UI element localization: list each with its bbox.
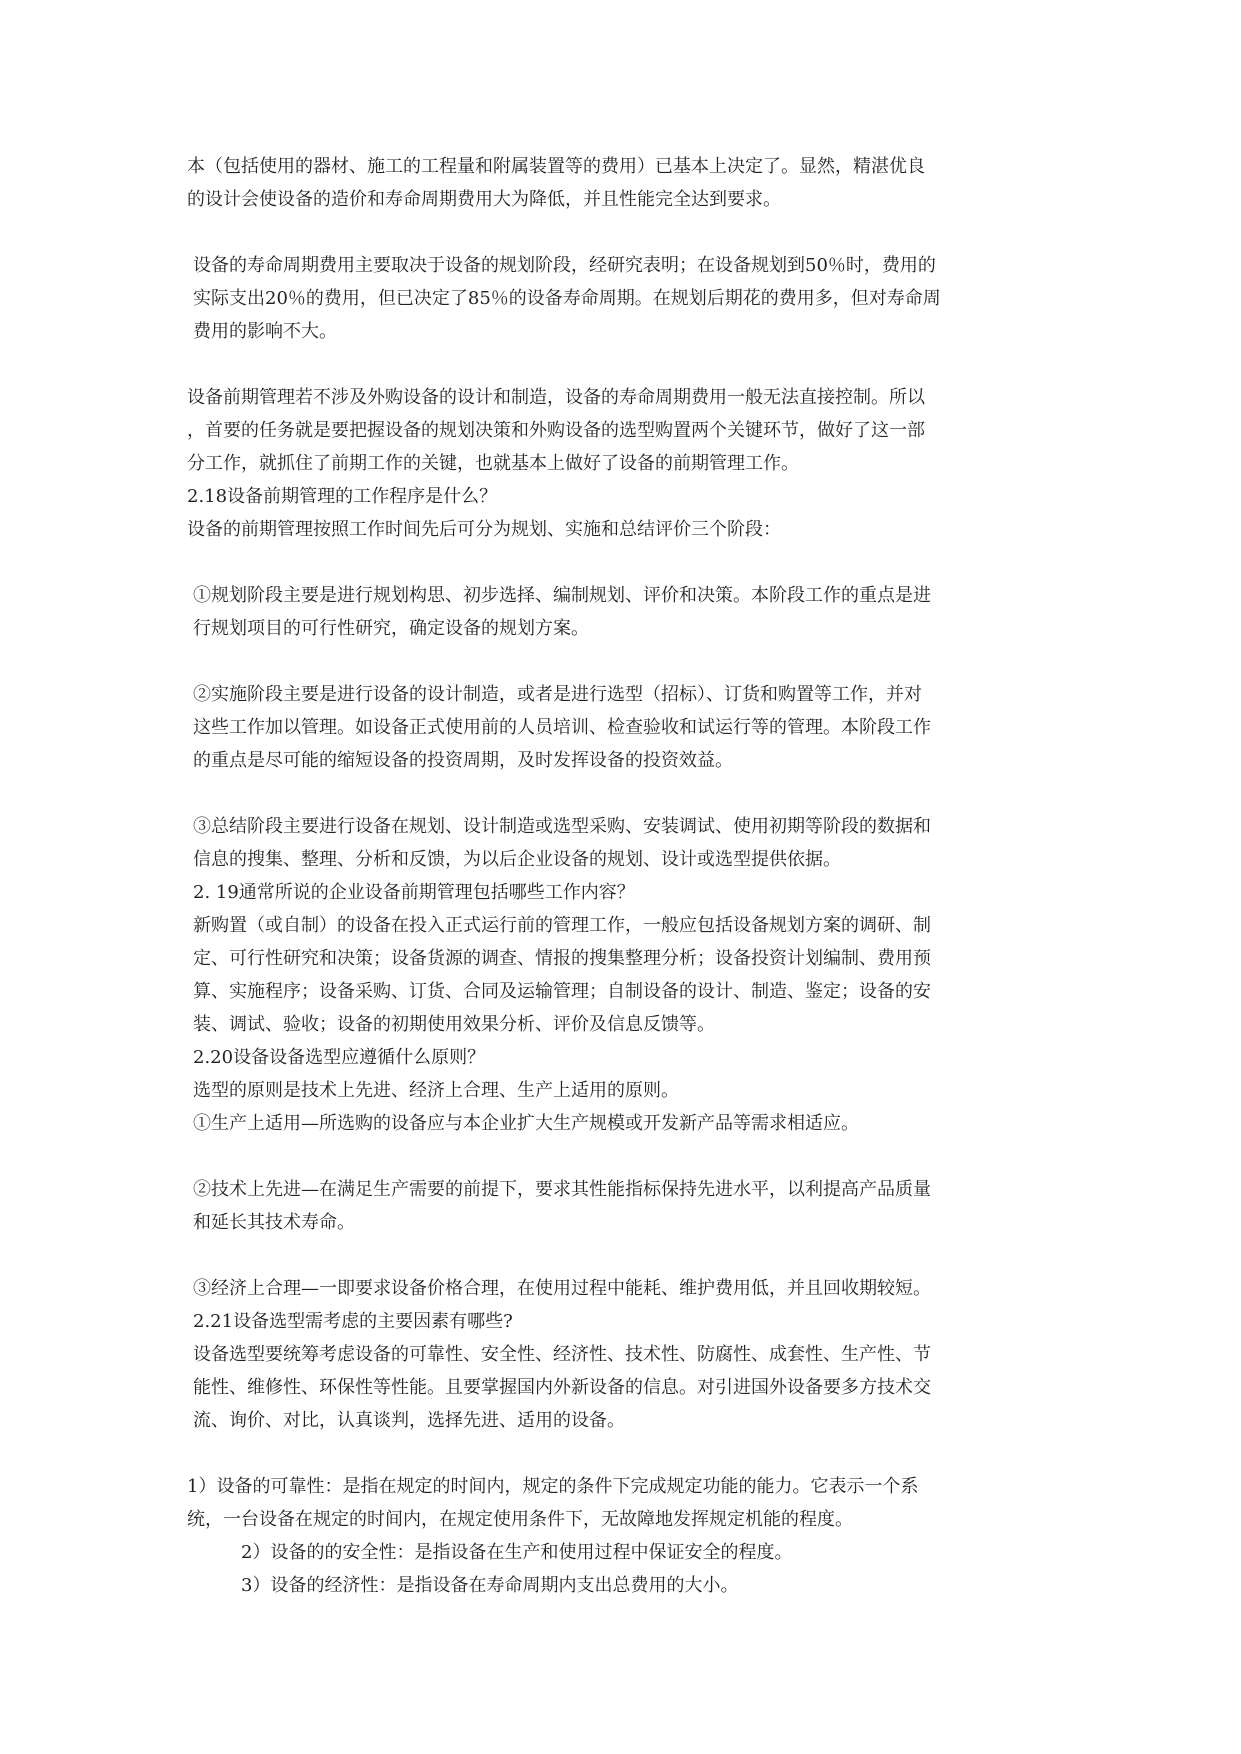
text-line: 算、实施程序；设备采购、订货、合同及运输管理；自制设备的设计、制造、鉴定；设备的安 — [193, 981, 931, 1002]
paragraph-technical-advanced — [187, 1173, 1067, 1239]
paragraph-reliability — [187, 1470, 1067, 1536]
list-item: 2）设备的的安全性：是指设备在生产和使用过程中保证安全的程度。 — [241, 1542, 793, 1563]
paragraph-summary-stage — [187, 810, 1067, 1140]
paragraph-gap — [187, 1437, 1067, 1470]
paragraph-gap — [187, 348, 1067, 381]
paragraph-implementation-stage — [187, 678, 1067, 777]
text-line: 实际支出20％的费用，但已决定了85％的设备寿命周期。在规划后期花的费用多，但对寿命周 — [193, 288, 941, 309]
text-line: 定、可行性研究和决策；设备货源的调查、情报的搜集整理分析；设备投资计划编制、费用预 — [193, 948, 931, 969]
text-line: 设备的前期管理按照工作时间先后可分为规划、实施和总结评价三个阶段： — [187, 519, 781, 540]
text-line: 设备前期管理若不涉及外购设备的设计和制造，设备的寿命周期费用一般无法直接控制。所以 — [187, 387, 925, 408]
paragraph-economic-reasonable — [187, 1272, 1067, 1437]
text-line: ，首要的任务就是要把握设备的规划决策和外购设备的选型购置两个关键环节，做好了这一部 — [187, 420, 925, 441]
text-line: ②技术上先进—在满足生产需要的前提下，要求其性能指标保持先进水平，以利提高产品质量 — [193, 1179, 931, 1200]
text-line: 流、询价、对比，认真谈判，选择先进、适用的设备。 — [193, 1410, 625, 1431]
text-line: 本（包括使用的器材、施工的工程量和附属装置等的费用）已基本上决定了。显然，精湛优良 — [187, 156, 925, 177]
text-line: 信息的搜集、整理、分析和反馈，为以后企业设备的规划、设计或选型提供依据。 — [193, 849, 841, 870]
text-line: ③总结阶段主要进行设备在规划、设计制造或选型采购、安装调试、使用初期等阶段的数据和 — [193, 816, 931, 837]
paragraph-safety-economy — [187, 1536, 1067, 1602]
paragraph-lifecycle-cost — [187, 249, 1067, 348]
text-line: 设备选型要统筹考虑设备的可靠性、安全性、经济性、技术性、防腐性、成套性、生产性、节 — [193, 1344, 931, 1365]
section-heading-2-19: 2. 19通常所说的企业设备前期管理包括哪些工作内容？ — [193, 882, 635, 903]
text-line: 选型的原则是技术上先进、经济上合理、生产上适用的原则。 — [193, 1080, 679, 1101]
section-heading-2-20: 2.20设备设备选型应遵循什么原则？ — [193, 1047, 486, 1068]
text-line: 统，一台设备在规定的时间内，在规定使用条件下，无故障地发挥规定机能的程度。 — [187, 1509, 853, 1530]
text-line: 费用的影响不大。 — [193, 321, 337, 342]
section-heading-2-18: 2.18设备前期管理的工作程序是什么？ — [187, 486, 498, 507]
text-line: 的设计会使设备的造价和寿命周期费用大为降低，并且性能完全达到要求。 — [187, 189, 781, 210]
text-line: ②实施阶段主要是进行设备的设计制造，或者是进行选型（招标）、订货和购置等工作，并对 — [193, 684, 922, 705]
text-line: ①规划阶段主要是进行规划构思、初步选择、编制规划、评价和决策。本阶段工作的重点是进 — [193, 585, 931, 606]
text-line: 装、调试、验收；设备的初期使用效果分析、评价及信息反馈等。 — [193, 1014, 715, 1035]
paragraph-gap — [187, 546, 1067, 579]
list-item: 3）设备的经济性：是指设备在寿命周期内支出总费用的大小。 — [241, 1575, 739, 1596]
text-line: 这些工作加以管理。如设备正式使用前的人员培训、检查验收和试运行等的管理。本阶段工作 — [193, 717, 931, 738]
text-line: ①生产上适用—所选购的设备应与本企业扩大生产规模或开发新产品等需求相适应。 — [193, 1113, 859, 1134]
paragraph-gap — [187, 1140, 1067, 1173]
text-line: 和延长其技术寿命。 — [193, 1212, 355, 1233]
document-body — [187, 150, 1067, 1602]
text-line: ③经济上合理—一即要求设备价格合理，在使用过程中能耗、维护费用低，并且回收期较短。 — [193, 1278, 931, 1299]
paragraph-early-management — [187, 381, 1067, 546]
paragraph-gap — [187, 1239, 1067, 1272]
paragraph-design-cost — [187, 150, 1067, 216]
paragraph-planning-stage — [187, 579, 1067, 645]
paragraph-gap — [187, 777, 1067, 810]
paragraph-gap — [187, 645, 1067, 678]
section-heading-2-21: 2.21设备选型需考虑的主要因素有哪些? — [193, 1311, 513, 1332]
text-line: 分工作，就抓住了前期工作的关键，也就基本上做好了设备的前期管理工作。 — [187, 453, 799, 474]
text-line: 的重点是尽可能的缩短设备的投资周期，及时发挥设备的投资效益。 — [193, 750, 733, 771]
text-line: 行规划项目的可行性研究，确定设备的规划方案。 — [193, 618, 589, 639]
text-line: 1）设备的可靠性：是指在规定的时间内，规定的条件下完成规定功能的能力。它表示一个系 — [187, 1476, 919, 1497]
text-line: 能性、维修性、环保性等性能。且要掌握国内外新设备的信息。对引进国外设备要多方技术交 — [193, 1377, 931, 1398]
text-line: 新购置（或自制）的设备在投入正式运行前的管理工作，一般应包括设备规划方案的调研、制 — [193, 915, 931, 936]
text-line: 设备的寿命周期费用主要取决于设备的规划阶段，经研究表明；在设备规划到50％时，费用的 — [193, 255, 936, 276]
paragraph-gap — [187, 216, 1067, 249]
